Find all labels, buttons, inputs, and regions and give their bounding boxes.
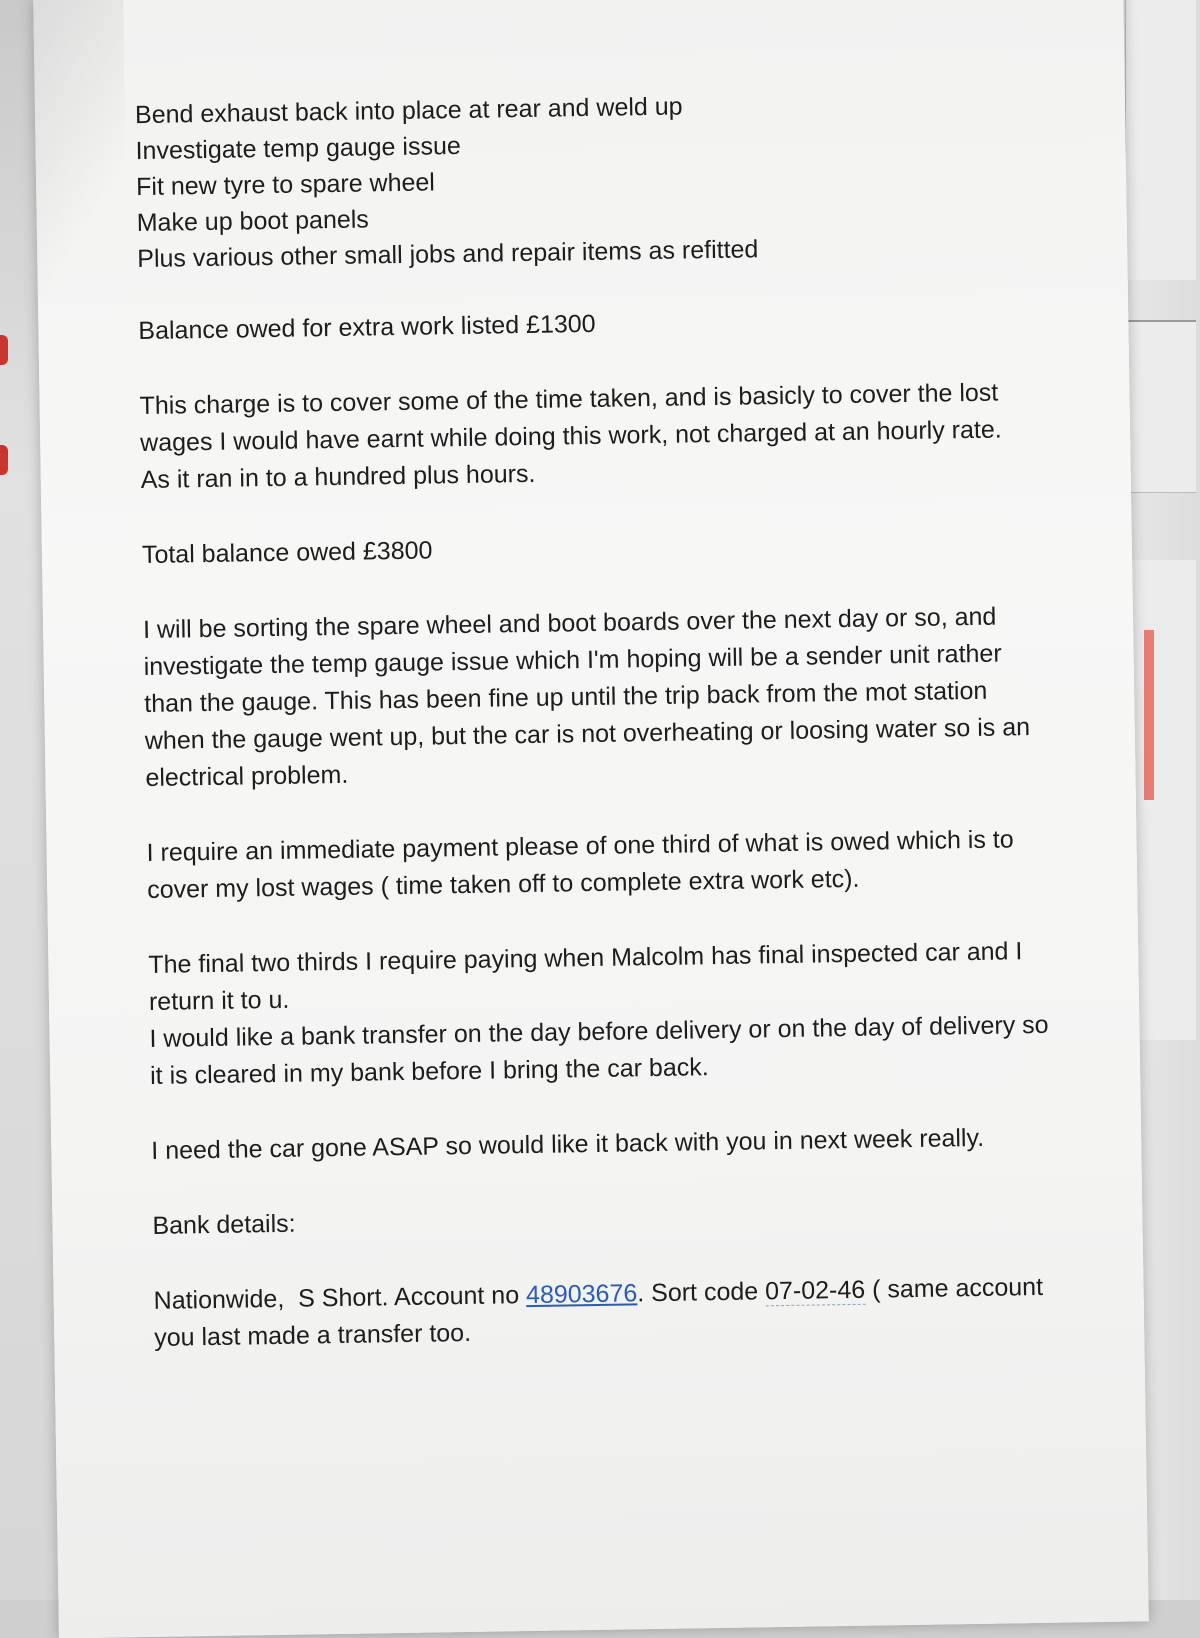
task-list <box>135 83 1048 277</box>
red-marker <box>1144 630 1154 800</box>
immediate-payment-paragraph: I require an immediate payment please of one third of what is owed which is to cover my lost wages ( time taken off to complete extra work etc). <box>146 825 1014 904</box>
background-sheet <box>1125 0 1196 280</box>
bank-details-heading: Bank details: <box>152 1209 296 1240</box>
letter-page <box>33 0 1149 1638</box>
charge-explanation: This charge is to cover some of the time taken, and is basicly to cover the lost wages I would have earnt while doing this work, not charged at an hourly rate. As it ran in to a hundred plus hours. <box>139 378 1002 495</box>
background-sheet <box>1125 320 1196 493</box>
balance-extra-work: Balance owed for extra work listed £1300 <box>138 309 596 346</box>
asap-paragraph: I need the car gone ASAP so would like it back with you in next week really. <box>151 1123 985 1165</box>
sort-code: 07-02-46 <box>764 1275 866 1306</box>
total-balance: Total balance owed £3800 <box>141 536 433 570</box>
bank-transfer-request: I would like a bank transfer on the day before delivery or on the day of delivery so it is cleared in my bank before I bring the car back. <box>149 1010 1049 1090</box>
task-item: Fit new tyre to spare wheel <box>135 168 436 202</box>
account-number-link[interactable]: 48903676 <box>525 1279 638 1310</box>
letter-body <box>135 83 1065 1357</box>
paper-fold-shadow <box>33 0 128 299</box>
sort-code-label: . Sort code <box>637 1277 766 1308</box>
final-payment-block <box>148 933 1060 1095</box>
sorting-paragraph: I will be sorting the spare wheel and boot boards over the next day or so, and investigate the temp gauge issue which I'm hoping will be a sender unit rather than the gauge. This has been fine up until the trip back from the mot station when the gauge went up, but the car is not overheating or loosing water so is an electrical problem. <box>142 602 1031 792</box>
bank-suffix: ( same account you last made a transfer too. <box>154 1272 1051 1352</box>
red-tab <box>0 335 8 365</box>
final-two-thirds: The final two thirds I require paying when Malcolm has final inspected car and I return it to u. <box>148 937 1023 1016</box>
task-item: Make up boot panels <box>136 205 370 238</box>
task-item: Plus various other small jobs and repair items as refitted <box>137 235 759 274</box>
task-item: Investigate temp gauge issue <box>135 131 461 166</box>
red-tab <box>0 445 8 475</box>
bank-details <box>153 1269 1064 1357</box>
bank-prefix: Nationwide, S Short. Account no <box>153 1281 527 1315</box>
task-item: Bend exhaust back into place at rear and weld up <box>134 92 683 130</box>
